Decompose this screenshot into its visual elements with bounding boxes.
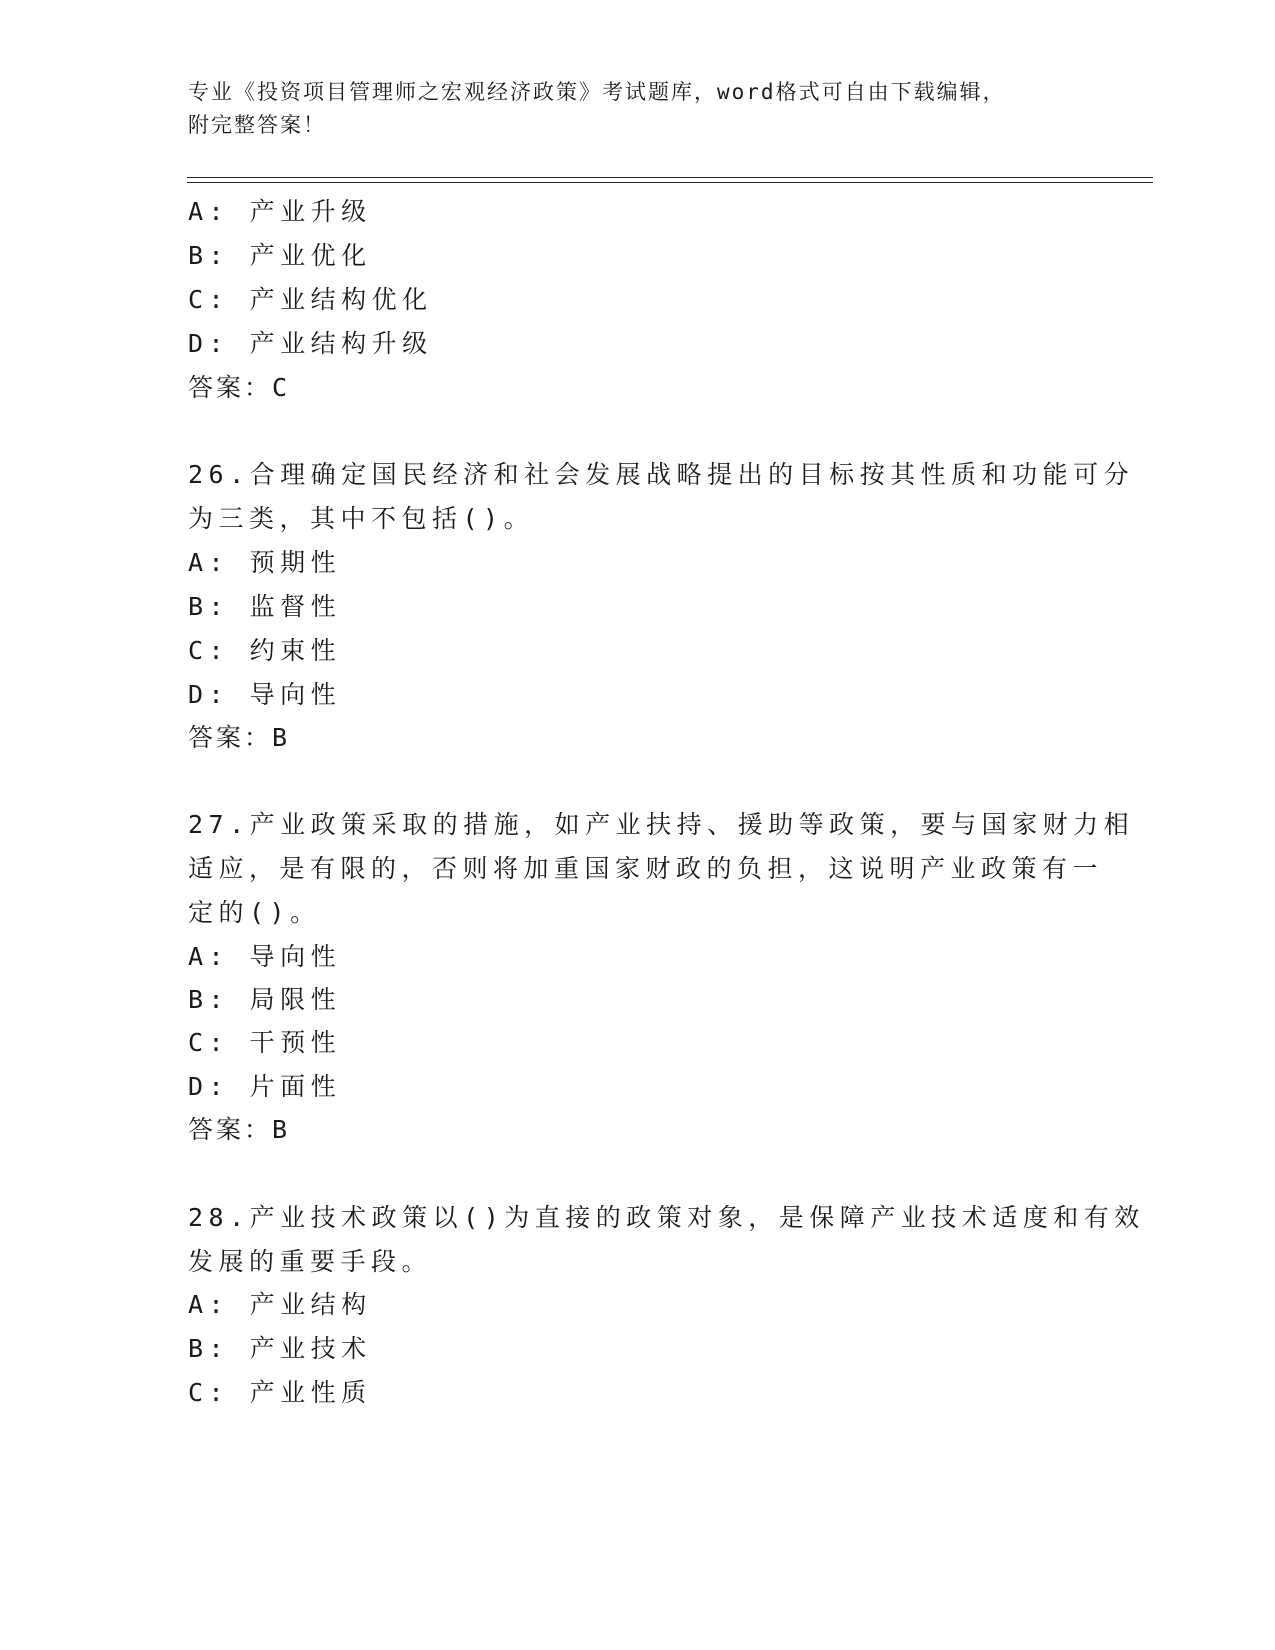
question-27-option-d: D: 片面性 [188,1072,342,1101]
question-26-line-1: 26.合理确定国民经济和社会发展战略提出的目标按其性质和功能可分 [188,460,1135,489]
question-26-answer: 答案：B [188,723,291,752]
question-27-option-b: B: 局限性 [188,985,342,1014]
question-27-option-c: C: 干预性 [188,1028,342,1057]
question-27-option-a: A: 导向性 [188,942,342,971]
question-26-line-2: 为三类，其中不包括()。 [188,504,535,533]
question-28-line-2: 发展的重要手段。 [188,1247,433,1276]
question-27-line-1: 27.产业政策采取的措施，如产业扶持、援助等政策，要与国家财力相 [188,810,1135,839]
question-27-answer: 答案：B [188,1115,291,1144]
header-divider-top [187,177,1153,178]
header-divider-bottom [187,182,1153,183]
option-b: B: 产业优化 [188,241,372,270]
document-header [188,76,1088,142]
question-27-line-2: 适应，是有限的，否则将加重国家财政的负担，这说明产业政策有一 [188,854,1104,883]
question-28-option-b: B: 产业技术 [188,1334,372,1363]
header-line-2: 附完整答案！ [188,113,326,137]
question-26-option-a: A: 预期性 [188,548,342,577]
header-line-1: 专业《投资项目管理师之宏观经济政策》考试题库，word格式可自由下载编辑， [188,80,1006,104]
question-28-option-a: A: 产业结构 [188,1290,372,1319]
question-28-option-c: C: 产业性质 [188,1378,372,1407]
question-26-option-c: C: 约束性 [188,636,342,665]
question-28-line-1: 28.产业技术政策以()为直接的政策对象，是保障产业技术适度和有效 [188,1203,1145,1232]
option-c: C: 产业结构优化 [188,285,433,314]
option-a: A: 产业升级 [188,197,372,226]
question-26-option-b: B: 监督性 [188,592,342,621]
option-d: D: 产业结构升级 [188,329,433,358]
question-26-option-d: D: 导向性 [188,680,342,709]
answer: 答案：C [188,373,291,402]
question-27-line-3: 定的()。 [188,898,321,927]
